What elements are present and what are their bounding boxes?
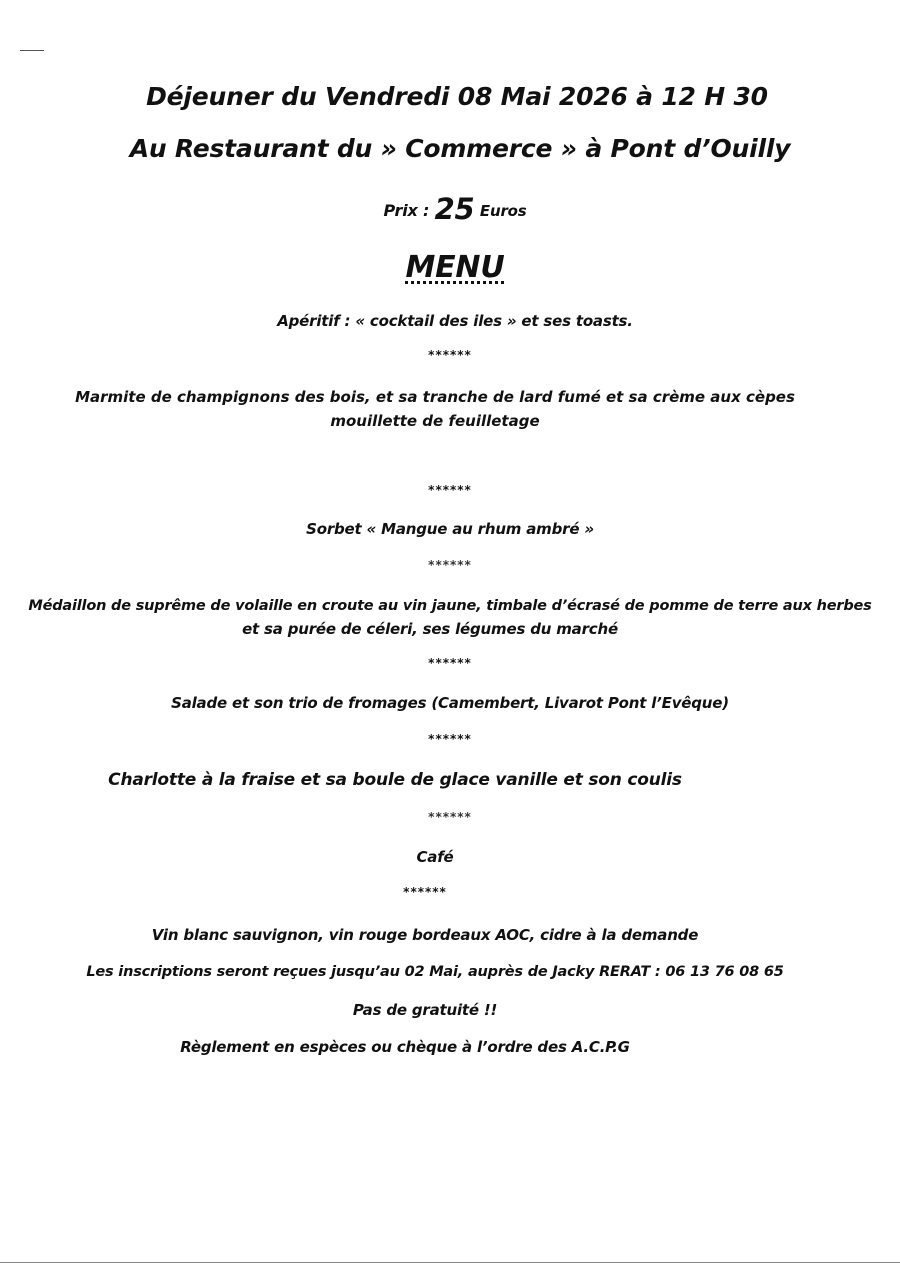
- separator-3: ******: [428, 558, 472, 572]
- registration-info: Les inscriptions seront reçues jusqu’au 02 Mai, auprès de Jacky RERAT : 06 13 76 08 65: [86, 964, 784, 980]
- price: [0, 192, 900, 226]
- separator-6: ******: [428, 810, 472, 824]
- payment-info: Règlement en espèces ou chèque à l’ordre des A.C.P.G: [180, 1038, 630, 1056]
- price-currency: Euros: [479, 202, 527, 220]
- separator-2: ******: [428, 483, 472, 497]
- coffee: Café: [416, 848, 454, 866]
- wines: Vin blanc sauvignon, vin rouge bordeaux AOC, cidre à la demande: [151, 926, 699, 944]
- aperitif: Apéritif : « cocktail des iles » et ses toasts.: [277, 312, 633, 330]
- main-course-line2: et sa purée de céleri, ses légumes du marché: [242, 620, 618, 638]
- dessert: Charlotte à la fraise et sa boule de glace vanille et son coulis: [108, 770, 682, 790]
- separator-4: ******: [428, 656, 472, 670]
- starter: Marmite de champignons des bois, et sa tranche de lard fumé et sa crème aux cèpes mouillette de feuilletage: [75, 388, 795, 430]
- cheese-course: Salade et son trio de fromages (Camembert, Livarot Pont l’Evêque): [171, 694, 729, 712]
- sorbet: Sorbet « Mangue au rhum ambré »: [306, 520, 594, 538]
- event-title: Déjeuner du Vendredi 08 Mai 2026 à 12 H 30: [146, 82, 768, 111]
- no-free-notice: Pas de gratuité !!: [352, 1001, 498, 1019]
- price-label: Prix :: [383, 201, 430, 220]
- price-value: 25: [434, 192, 475, 226]
- main-course-line1: Médaillon de suprême de volaille en croute au vin jaune, timbale d’écrasé de pomme de terre aux herbes: [28, 598, 872, 614]
- restaurant-title: Au Restaurant du » Commerce » à Pont d’Ouilly: [129, 134, 791, 163]
- separator-5: ******: [428, 732, 472, 746]
- separator-7: ******: [403, 885, 447, 899]
- menu-title: MENU: [405, 250, 505, 285]
- scan-mark-bottom: [0, 1262, 900, 1263]
- scan-mark-top-left: [20, 50, 44, 51]
- separator-1: ******: [428, 348, 472, 362]
